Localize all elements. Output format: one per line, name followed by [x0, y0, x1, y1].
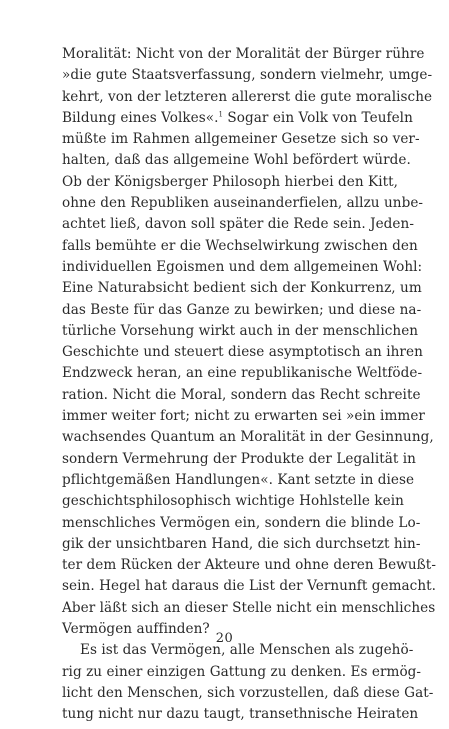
text-line: ration. Nicht die Moral, sondern das Recht schreite — [62, 386, 421, 403]
text-line: halten, daß das allgemeine Wohl befördert würde. — [62, 152, 411, 169]
text-line: menschliches Vermögen ein, sondern die blinde Lo- — [62, 514, 421, 531]
text-line: immer weiter fort; nicht zu erwarten sei »ein immer — [62, 408, 425, 425]
text-line: Moralität: Nicht von der Moralität der Bürger rühre — [62, 46, 425, 62]
text-line: Geschichte und steuert diese asymptotisch an ihren — [62, 344, 423, 361]
text-line: müßte im Rahmen allgemeiner Gesetze sich so ver- — [62, 131, 420, 148]
text-line: sondern Vermehrung der Produkte der Legalität in — [62, 450, 416, 467]
text-segment: Bildung eines Volkes«. — [62, 109, 219, 126]
text-line: falls bemühte er die Wechselwirkung zwischen den — [62, 237, 418, 254]
paragraph-start-line: Es ist das Vermögen, alle Menschen als zugehö- — [80, 642, 414, 659]
text-line: sein. Hegel hat daraus die List der Vernunft gemacht. — [62, 578, 437, 595]
text-segment: Sogar ein Volk von Teufeln — [223, 109, 413, 126]
text-line: ohne den Republiken auseinanderfielen, allzu unbe- — [62, 195, 424, 212]
text-line: pflichtgemäßen Handlungen«. Kant setzte in diese — [62, 471, 415, 488]
text-line: wachsendes Quantum an Moralität in der Gesinnung, — [62, 429, 434, 446]
text-line: türliche Vorsehung wirkt auch in der menschlichen — [62, 322, 419, 339]
text-line: »die gute Staatsverfassung, sondern vielmehr, umge- — [62, 67, 433, 84]
text-line: rig zu einer einzigen Gattung zu denken. Es ermög- — [62, 663, 422, 680]
text-line: Ob der Königsberger Philosoph hierbei den Kitt, — [62, 173, 399, 190]
text-line: gik der unsichtbaren Hand, die sich durchsetzt hin- — [62, 535, 421, 552]
text-line: Aber läßt sich an dieser Stelle nicht ein menschliches — [62, 599, 436, 616]
text-line: ter dem Rücken der Akteure und ohne deren Bewußt- — [62, 557, 436, 574]
text-line: individuellen Egoismen und dem allgemeinen Wohl: — [62, 258, 423, 275]
text-line: tung nicht nur dazu taugt, transethnische Heiraten — [62, 706, 419, 723]
text-line: das Beste für das Ganze zu bewirken; und diese na- — [62, 301, 422, 318]
text-line-with-footnote — [62, 108, 413, 129]
text-line: Eine Naturabsicht bedient sich der Konkurrenz, um — [62, 280, 422, 297]
body-text — [62, 44, 437, 726]
text-line: achtet ließ, davon soll später die Rede sein. Jeden- — [62, 216, 414, 233]
paragraph-end-line: Vermögen auffinden? — [62, 621, 210, 638]
footnote-marker[interactable]: 1 — [218, 110, 224, 119]
page-number: 20 — [215, 631, 234, 646]
text-line: geschichtsphilosophisch wichtige Hohlstelle kein — [62, 493, 404, 510]
text-line: Endzweck heran, an eine republikanische Weltföde- — [62, 365, 423, 382]
text-line: kehrt, von der letzteren allererst die gute moralische — [62, 88, 433, 105]
text-line: licht den Menschen, sich vorzustellen, daß diese Gat- — [62, 684, 434, 701]
